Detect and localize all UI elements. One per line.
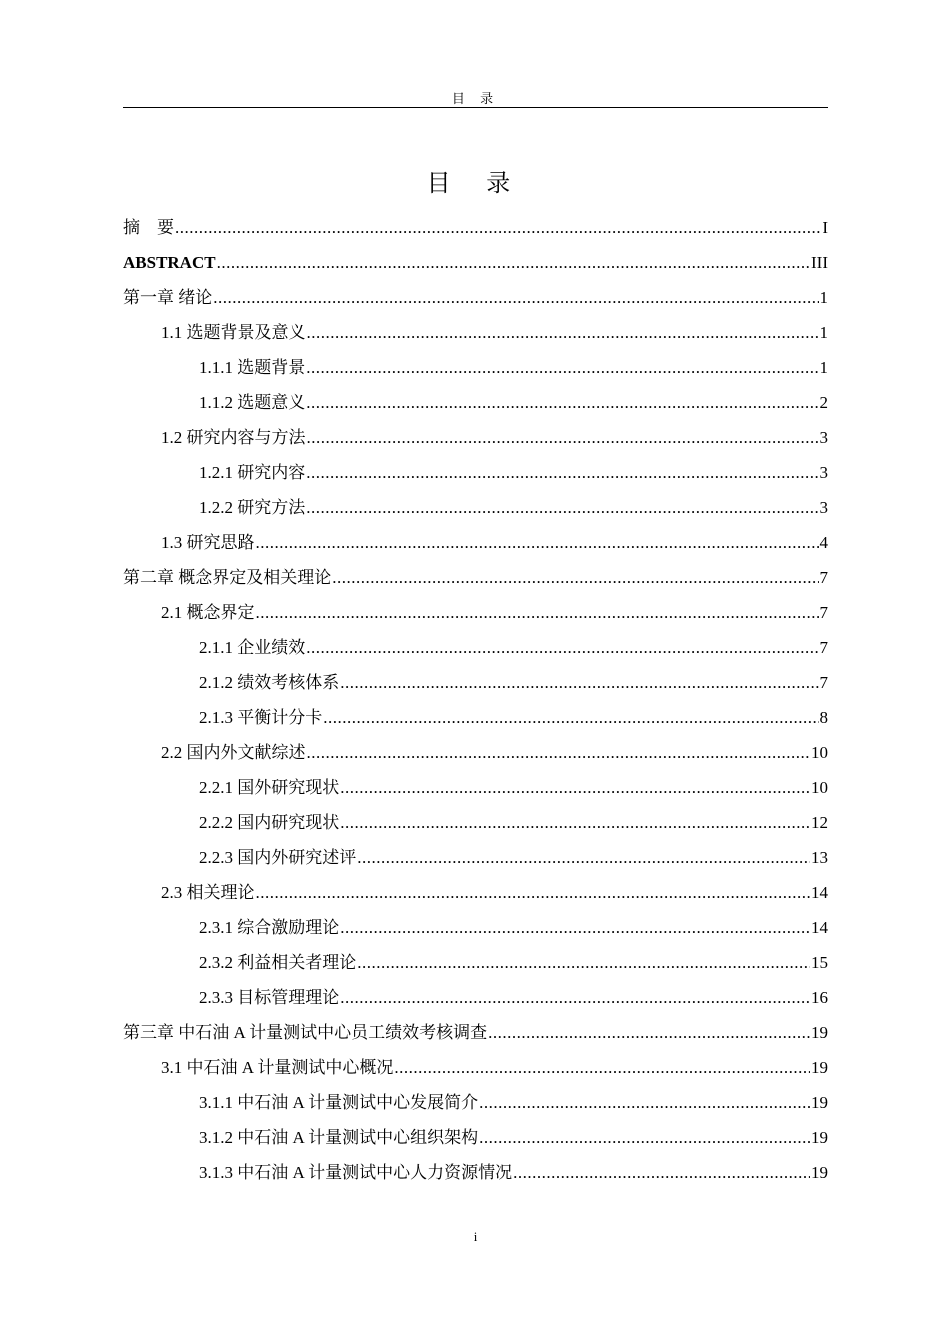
toc-entry[interactable] <box>123 595 828 630</box>
toc-entry-label: 2.2.3 国内外研究述评 <box>199 848 357 867</box>
toc-entry-page: 19 <box>811 1128 828 1147</box>
toc-entry-page: 2 <box>819 393 828 412</box>
toc-entry-page: 8 <box>819 708 828 727</box>
toc-dot-leader <box>340 770 810 805</box>
toc-entry-label: 3.1.2 中石油 A 计量测试中心组织架构 <box>199 1128 479 1147</box>
toc-dot-leader <box>256 595 819 630</box>
toc-entry-label: ABSTRACT <box>123 253 216 272</box>
toc-entry-page: 1 <box>819 358 828 377</box>
toc-entry[interactable] <box>123 245 828 280</box>
toc-entry[interactable] <box>123 875 828 910</box>
toc-dot-leader <box>307 420 819 455</box>
toc-entry-label: 第二章 概念界定及相关理论 <box>123 568 332 587</box>
toc-dot-leader <box>306 350 818 385</box>
toc-entry[interactable] <box>123 1085 828 1120</box>
toc-dot-leader <box>306 455 818 490</box>
toc-entry-page: 7 <box>819 568 828 587</box>
toc-dot-leader <box>307 315 819 350</box>
toc-entry-page: 3 <box>819 498 828 517</box>
toc-entry[interactable] <box>123 910 828 945</box>
toc-dot-leader <box>340 910 810 945</box>
toc-entry-page: 14 <box>811 918 828 937</box>
toc-entry[interactable] <box>123 525 828 560</box>
page-number: i <box>473 1229 478 1244</box>
toc-dot-leader <box>479 1120 810 1155</box>
toc-entry[interactable] <box>123 350 828 385</box>
toc-entry-page: 13 <box>811 848 828 867</box>
toc-entry[interactable] <box>123 945 828 980</box>
toc-dot-leader <box>217 245 810 280</box>
toc-entry-label: 1.1 选题背景及意义 <box>161 323 306 342</box>
toc-entry[interactable] <box>123 735 828 770</box>
toc-entry-page: 7 <box>819 603 828 622</box>
toc-entry[interactable] <box>123 1120 828 1155</box>
toc-title: 目 录 <box>426 169 525 197</box>
toc-dot-leader <box>340 980 810 1015</box>
header-rule <box>123 107 828 108</box>
toc-dot-leader <box>340 665 818 700</box>
toc-entry-label: 1.1.2 选题意义 <box>199 393 306 412</box>
toc-entry-label: 1.2.1 研究内容 <box>199 463 306 482</box>
toc-entry-label: 2.1 概念界定 <box>161 603 255 622</box>
toc-entry-page: 1 <box>819 288 828 307</box>
toc-entry-page: 12 <box>811 813 828 832</box>
toc-entry-label: 1.2.2 研究方法 <box>199 498 306 517</box>
toc-entry[interactable] <box>123 315 828 350</box>
toc-entry-label: 2.2 国内外文献综述 <box>161 743 306 762</box>
toc-entry[interactable] <box>123 1050 828 1085</box>
toc-entry[interactable] <box>123 420 828 455</box>
toc-entry[interactable] <box>123 455 828 490</box>
toc-entry-label: 2.3 相关理论 <box>161 883 255 902</box>
toc-dot-leader <box>488 1015 810 1050</box>
toc-dot-leader <box>256 875 811 910</box>
toc-entry[interactable] <box>123 560 828 595</box>
toc-entry[interactable] <box>123 280 828 315</box>
toc-entry-label: 1.1.1 选题背景 <box>199 358 306 377</box>
toc-entry-label: 3.1.3 中石油 A 计量测试中心人力资源情况 <box>199 1163 513 1182</box>
toc-entry[interactable] <box>123 805 828 840</box>
toc-dot-leader <box>306 490 818 525</box>
table-of-contents <box>123 210 828 1190</box>
toc-dot-leader <box>479 1085 810 1120</box>
toc-entry-page: 19 <box>811 1058 828 1077</box>
toc-entry-page: 3 <box>819 428 828 447</box>
toc-dot-leader <box>340 805 810 840</box>
toc-entry-label: 3.1 中石油 A 计量测试中心概况 <box>161 1058 394 1077</box>
toc-entry-page: 16 <box>811 988 828 1007</box>
toc-entry[interactable] <box>123 980 828 1015</box>
toc-entry-page: 7 <box>819 638 828 657</box>
toc-entry-label: 第一章 绪论 <box>123 288 213 307</box>
toc-entry-page: 19 <box>811 1023 828 1042</box>
toc-entry[interactable] <box>123 490 828 525</box>
toc-entry-page: 10 <box>811 743 828 762</box>
toc-entry-label: 2.2.1 国外研究现状 <box>199 778 340 797</box>
toc-dot-leader <box>175 210 821 245</box>
toc-entry[interactable] <box>123 385 828 420</box>
toc-entry-page: III <box>811 253 828 272</box>
toc-entry[interactable] <box>123 630 828 665</box>
toc-entry-label: 2.2.2 国内研究现状 <box>199 813 340 832</box>
toc-entry[interactable] <box>123 1155 828 1190</box>
toc-entry[interactable] <box>123 665 828 700</box>
toc-dot-leader <box>323 700 818 735</box>
toc-dot-leader <box>357 945 810 980</box>
toc-dot-leader <box>213 280 818 315</box>
toc-entry-label: 1.3 研究思路 <box>161 533 255 552</box>
toc-dot-leader <box>306 630 818 665</box>
toc-entry-page: 19 <box>811 1163 828 1182</box>
toc-entry-label: 2.1.2 绩效考核体系 <box>199 673 340 692</box>
toc-entry[interactable] <box>123 770 828 805</box>
toc-entry-page: 15 <box>811 953 828 972</box>
toc-entry-page: 14 <box>811 883 828 902</box>
toc-entry[interactable] <box>123 700 828 735</box>
toc-entry[interactable] <box>123 840 828 875</box>
toc-entry-page: 4 <box>819 533 828 552</box>
toc-entry-page: 7 <box>819 673 828 692</box>
toc-entry[interactable] <box>123 210 828 245</box>
toc-entry-page: 3 <box>819 463 828 482</box>
toc-entry-page: 10 <box>811 778 828 797</box>
toc-entry-label: 2.1.3 平衡计分卡 <box>199 708 323 727</box>
toc-entry-page: 19 <box>811 1093 828 1112</box>
toc-entry-page: I <box>822 218 828 237</box>
toc-dot-leader <box>332 560 818 595</box>
toc-entry-label: 2.3.1 综合激励理论 <box>199 918 340 937</box>
toc-entry-label: 1.2 研究内容与方法 <box>161 428 306 447</box>
toc-dot-leader <box>513 1155 810 1190</box>
toc-entry-label: 第三章 中石油 A 计量测试中心员工绩效考核调查 <box>123 1023 488 1042</box>
toc-dot-leader <box>306 385 818 420</box>
toc-entry[interactable] <box>123 1015 828 1050</box>
toc-entry-label: 2.3.2 利益相关者理论 <box>199 953 357 972</box>
toc-entry-label: 2.1.1 企业绩效 <box>199 638 306 657</box>
toc-entry-label: 2.3.3 目标管理理论 <box>199 988 340 1007</box>
toc-entry-label: 3.1.1 中石油 A 计量测试中心发展简介 <box>199 1093 479 1112</box>
toc-dot-leader <box>357 840 810 875</box>
toc-dot-leader <box>394 1050 810 1085</box>
toc-entry-page: 1 <box>819 323 828 342</box>
toc-dot-leader <box>256 525 819 560</box>
toc-dot-leader <box>307 735 811 770</box>
running-header: 目 录 <box>451 91 500 106</box>
toc-entry-label: 摘 要 <box>123 218 174 237</box>
